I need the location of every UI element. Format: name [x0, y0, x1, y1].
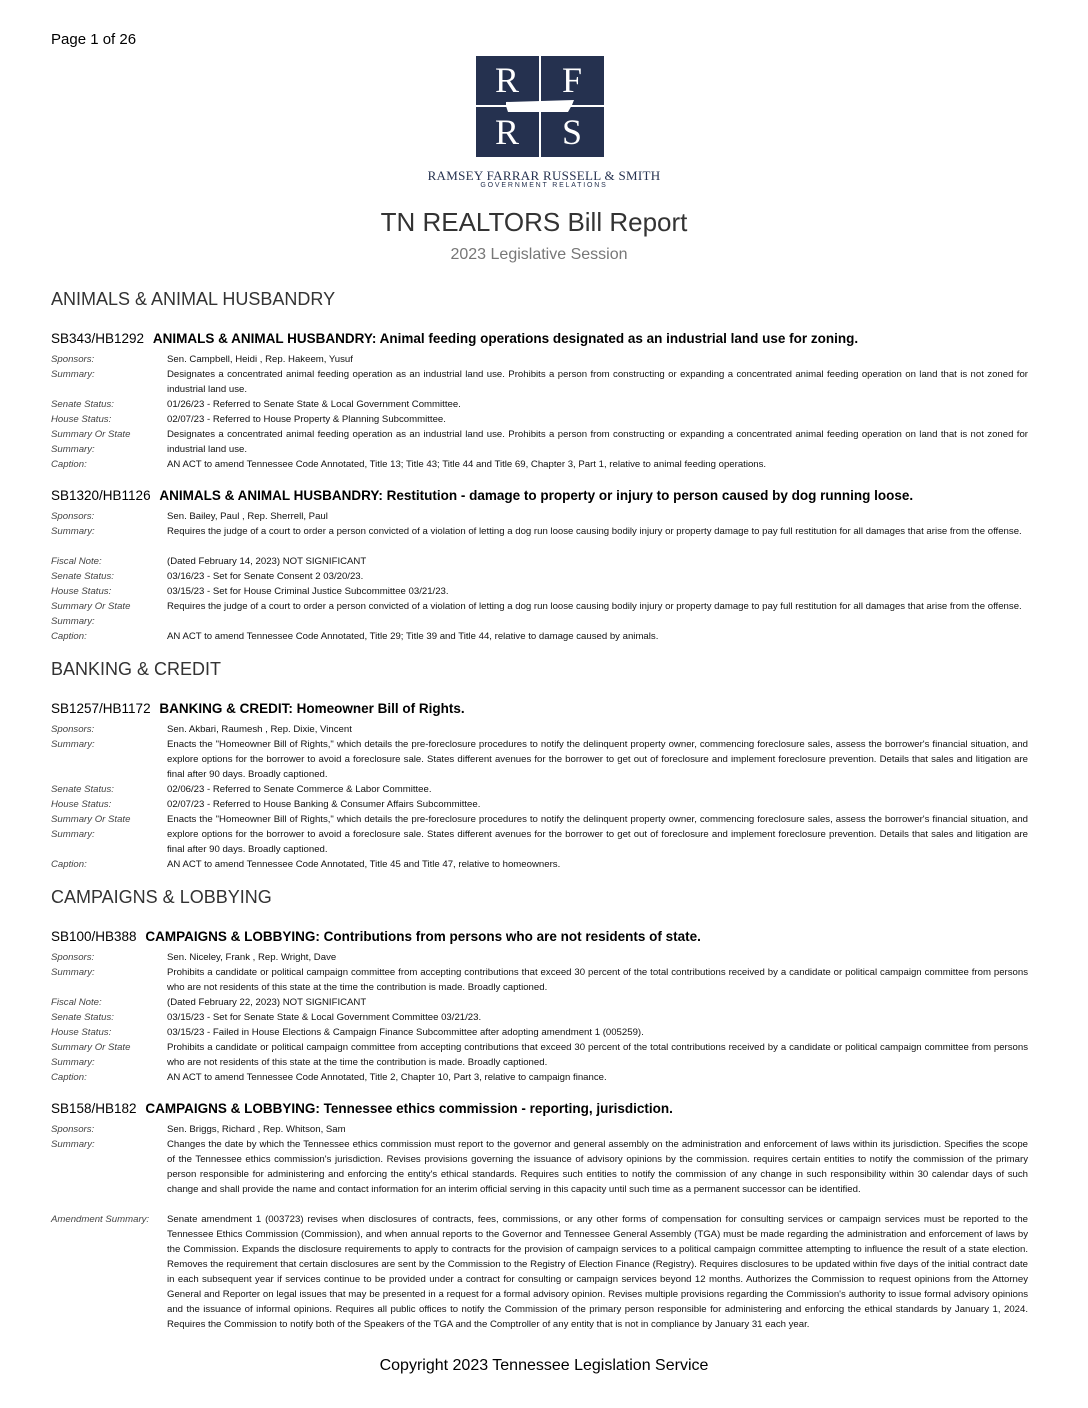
field-label: Amendment Summary:	[51, 1214, 150, 1225]
report-title: TN REALTORS Bill Report	[380, 207, 688, 237]
tennessee-state-icon	[504, 98, 576, 114]
bill-number: SB1257/HB1172	[51, 701, 151, 716]
bill-field	[51, 397, 1028, 412]
field-value: Enacts the "Homeowner Bill of Rights," which details the pre-foreclosure procedures to notify the delinquent property owner, commencing foreclosure sales, assess the borrower's financial situation, and explore options for the borrower to avoid a foreclosure sale. States different avenues for the borrower to get out of foreclosure and implement foreclosure prevention. Details that sales and litigation are final after 90 days. Broadly captioned.	[167, 739, 1028, 780]
field-value: (Dated February 14, 2023) NOT SIGNIFICANT	[167, 556, 367, 567]
bill-field	[51, 629, 1028, 644]
report-subtitle: 2023 Legislative Session	[450, 246, 628, 263]
field-value: AN ACT to amend Tennessee Code Annotated, Title 2, Chapter 10, Part 3, relative to campaign finance.	[167, 1072, 607, 1083]
bill-field	[51, 599, 1028, 627]
field-label: Sponsors:	[51, 354, 95, 365]
field-label: Summary Or State Summary:	[51, 814, 131, 840]
field-value: AN ACT to amend Tennessee Code Annotated, Title 29; Title 39 and Title 44, relative to damage caused by animals.	[167, 631, 659, 642]
field-value: 01/26/23 - Referred to Senate State & Local Government Committee.	[167, 399, 461, 410]
firm-logo	[476, 56, 604, 157]
section-heading: BANKING & CREDIT	[51, 659, 222, 679]
field-value: 02/07/23 - Referred to House Banking & Consumer Affairs Subcommittee.	[167, 799, 481, 810]
field-label: Sponsors:	[51, 724, 95, 735]
page-number: Page 1 of 26	[51, 31, 137, 48]
bill-field	[51, 812, 1028, 857]
field-label: House Status:	[51, 1027, 112, 1038]
field-label: Senate Status:	[51, 571, 114, 582]
field-value: Sen. Briggs, Richard , Rep. Whitson, Sam	[167, 1124, 346, 1135]
bill-field	[51, 722, 1028, 737]
field-label: Fiscal Note:	[51, 997, 102, 1008]
bill-title: ANIMALS & ANIMAL HUSBANDRY: Restitution - damage to property or injury to person caused by dog running loose.	[159, 488, 914, 503]
bill-field	[51, 457, 1028, 472]
bill-title: CAMPAIGNS & LOBBYING: Tennessee ethics commission - reporting, jurisdiction.	[145, 1101, 673, 1116]
bill-field	[51, 797, 1028, 812]
bill-field	[51, 737, 1028, 782]
bill-field	[51, 1122, 1028, 1137]
field-label: Sponsors:	[51, 952, 95, 963]
bill-number: SB1320/HB1126	[51, 488, 151, 503]
bill-field	[51, 995, 1028, 1010]
field-value: Requires the judge of a court to order a person convicted of a violation of letting a dog run loose causing bodily injury or property damage to pay full restitution for all damages that arise from the offense.	[167, 601, 1022, 612]
bill-title: BANKING & CREDIT: Homeowner Bill of Rights.	[159, 701, 465, 716]
field-label: Summary:	[51, 967, 95, 978]
logo-letter-r1: R	[494, 60, 519, 100]
field-value: Designates a concentrated animal feeding operation as an industrial land use. Prohibits a person from constructing or expanding a concentrated animal feeding operation on land that is not zoned for industrial land use.	[167, 369, 1028, 395]
bill-field	[51, 367, 1028, 397]
field-value: 03/15/23 - Failed in House Elections & Campaign Finance Subcommittee after adopting amendment 1 (005259).	[167, 1027, 644, 1038]
field-value: 03/15/23 - Set for House Criminal Justice Subcommittee 03/21/23.	[167, 586, 449, 597]
field-value: Designates a concentrated animal feeding operation as an industrial land use. Prohibits a person from constructing or expanding a concentrated animal feeding operation on land that is not zoned for industrial land use.	[167, 429, 1028, 455]
firm-subtitle: GOVERNMENT RELATIONS	[480, 182, 608, 189]
field-label: Caption:	[51, 859, 87, 870]
field-value: Sen. Niceley, Frank , Rep. Wright, Dave	[167, 952, 337, 963]
field-label: Summary Or State Summary:	[51, 429, 131, 455]
field-value: AN ACT to amend Tennessee Code Annotated, Title 13; Title 43; Title 44 and Title 69, Chapter 3, Part 1, relative to animal feeding operations.	[167, 459, 767, 470]
bill-heading	[51, 701, 465, 716]
bill-field	[51, 509, 1028, 524]
bill-field	[51, 965, 1028, 995]
field-value: 03/15/23 - Set for Senate State & Local Government Committee 03/21/23.	[167, 1012, 482, 1023]
field-value: Enacts the "Homeowner Bill of Rights," which details the pre-foreclosure procedures to notify the delinquent property owner, commencing foreclosure sales, assess the borrower's financial situation, and explore options for the borrower to avoid a foreclosure sale. States different avenues for the borrower to get out of foreclosure and implement foreclosure prevention. Details that sales and litigation are final after 90 days. Broadly captioned.	[167, 814, 1028, 855]
section-heading: ANIMALS & ANIMAL HUSBANDRY	[51, 289, 336, 309]
field-label: Senate Status:	[51, 1012, 114, 1023]
bill-field	[51, 1025, 1028, 1040]
bill-heading	[51, 488, 913, 503]
field-value: Sen. Campbell, Heidi , Rep. Hakeem, Yusuf	[167, 354, 353, 365]
bill-field	[51, 427, 1028, 457]
field-label: Caption:	[51, 631, 87, 642]
logo-letter-r2: R	[494, 112, 519, 152]
field-label: Senate Status:	[51, 784, 114, 795]
bill-field	[51, 524, 1028, 539]
bill-field	[51, 1137, 1028, 1197]
bill-field	[51, 569, 1028, 584]
bill-field	[51, 584, 1028, 599]
bill-heading	[51, 929, 701, 944]
bill-field	[51, 1010, 1028, 1025]
bill-field	[51, 1070, 1028, 1085]
bill-title: CAMPAIGNS & LOBBYING: Contributions from persons who are not residents of state.	[145, 929, 701, 944]
field-label: Summary:	[51, 369, 95, 380]
bill-field	[51, 782, 1028, 797]
bill-heading	[51, 1101, 673, 1116]
logo-letter-s: S	[561, 112, 583, 152]
bill-field	[51, 412, 1028, 427]
bill-number: SB100/HB388	[51, 929, 137, 944]
bill-title: ANIMALS & ANIMAL HUSBANDRY: Animal feeding operations designated as an industrial land use for zoning.	[152, 331, 859, 346]
field-label: Senate Status:	[51, 399, 114, 410]
copyright-footer: Copyright 2023 Tennessee Legislation Service	[379, 1357, 709, 1374]
field-value: Changes the date by which the Tennessee ethics commission must report to the governor and general assembly on the administration and enforcement of laws within its jurisdiction. Specifies the scope of the Tennessee ethics commission's jurisdiction. Revises provisions governing the issuance of advisory opinions by the commission. requires certain entities to notify the commission of the primary person responsible for administering and enforcing the entity's ethical standards. Requires such entities to notify the commission of any change in such responsibility within 30 calendar days of such change and shall provide the name and contact information for an interim official serving in this capacity until such time as a permanent successor can be identified.	[167, 1139, 1028, 1195]
field-value: Sen. Bailey, Paul , Rep. Sherrell, Paul	[167, 511, 328, 522]
field-label: House Status:	[51, 799, 112, 810]
field-value: Sen. Akbari, Raumesh , Rep. Dixie, Vincent	[167, 724, 352, 735]
bill-field	[51, 857, 1028, 872]
field-value: Requires the judge of a court to order a person convicted of a violation of letting a dog run loose causing bodily injury or property damage to pay full restitution for all damages that arise from the offense.	[167, 526, 1022, 537]
field-label: House Status:	[51, 414, 112, 425]
bill-field	[51, 554, 1028, 569]
field-label: Fiscal Note:	[51, 556, 102, 567]
logo-letter-f: F	[561, 60, 583, 100]
field-label: Summary:	[51, 739, 95, 750]
field-label: House Status:	[51, 586, 112, 597]
field-label: Sponsors:	[51, 511, 95, 522]
field-label: Caption:	[51, 459, 87, 470]
firm-name: RAMSEY FARRAR RUSSELL & SMITH	[427, 168, 661, 183]
field-value: (Dated February 22, 2023) NOT SIGNIFICANT	[167, 997, 367, 1008]
field-label: Summary:	[51, 1139, 95, 1150]
field-value: Prohibits a candidate or political campaign committee from accepting contributions that exceed 30 percent of the total contributions received by a candidate or political campaign committee from persons who are not residents of this state at the time the contribution is made. Broadly captioned.	[167, 967, 1028, 993]
field-value: 02/07/23 - Referred to House Property & Planning Subcommittee.	[167, 414, 446, 425]
bill-field	[51, 950, 1028, 965]
field-label: Caption:	[51, 1072, 87, 1083]
field-label: Summary Or State Summary:	[51, 601, 131, 627]
field-value: 02/06/23 - Referred to Senate Commerce & Labor Committee.	[167, 784, 432, 795]
bill-heading	[51, 331, 858, 346]
field-label: Summary:	[51, 526, 95, 537]
field-value: AN ACT to amend Tennessee Code Annotated, Title 45 and Title 47, relative to homeowners.	[167, 859, 561, 870]
field-value: Prohibits a candidate or political campaign committee from accepting contributions that exceed 30 percent of the total contributions received by a candidate or political campaign committee from persons who are not residents of this state at the time the contribution is made. Broadly captioned.	[167, 1042, 1028, 1068]
field-label: Sponsors:	[51, 1124, 95, 1135]
field-value: 03/16/23 - Set for Senate Consent 2 03/20/23.	[167, 571, 364, 582]
section-heading: CAMPAIGNS & LOBBYING	[51, 887, 272, 907]
bill-field	[51, 1040, 1028, 1070]
bill-field	[51, 1212, 1028, 1332]
field-label: Summary Or State Summary:	[51, 1042, 131, 1068]
field-value: Senate amendment 1 (003723) revises when disclosures of contracts, fees, commissions, or any other forms of compensation for consulting services or campaign services must be reported to the Tennessee Ethics Commission (Commission), and when annual reports to the Governor and Tennessee General Assembly (TGA) must be made regarding the administration and enforcement of laws by the Commission. Expands the disclosure requirements to apply to contracts for the provision of campaign services to a political campaign committee attempting to influence the result of a state election. Removes the requirement that certain disclosures are sent by the Commission to the Registry of Election Finance (Registry). Requires disclosures to be updated within five days of the initial contract date in each subsequent year if services continue to be provided under a contract for consulting or campaign services beyond 12 months. Authorizes the Commission to request opinions from the Attorney General and Reporter on legal issues that may be presented in a request for a formal advisory opinion. Revises multiple provisions regarding the Commission's authority to issue formal advisory opinions and the issuance of informal opinions. Requires all public offices to notify the Commission of the primary person responsible for administering and enforcing the ethical standards by January 1, 2024. Requires the Commission to notify both of the Speakers of the TGA and the Comptroller of any entity that is not in compliance by January 31 each year.	[167, 1214, 1028, 1330]
bill-number: SB343/HB1292	[51, 331, 145, 346]
bill-number: SB158/HB182	[51, 1101, 137, 1116]
bill-field	[51, 352, 1028, 367]
